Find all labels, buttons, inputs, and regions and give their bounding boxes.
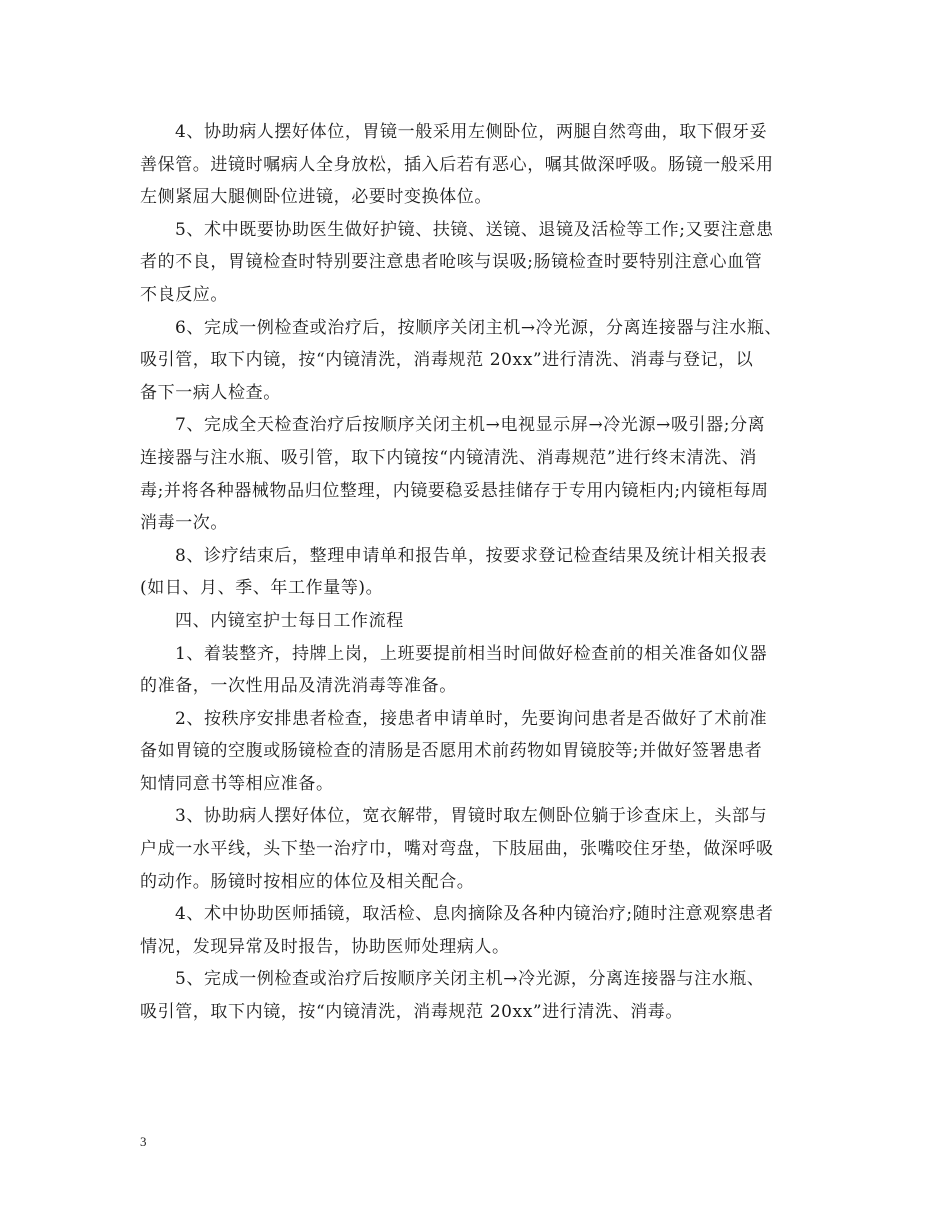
text-line: 4、术中协助医师插镜，取活检、息肉摘除及各种内镜治疗;随时注意观察患者: [175, 904, 774, 925]
paragraph: [140, 214, 812, 312]
text-line: 善保管。进镜时嘱病人全身放松，插入后若有恶心，嘱其做深呼吸。肠镜一般采用: [140, 154, 774, 175]
paragraph: [140, 409, 812, 539]
text-line: 4、协助病人摆好体位，胃镜一般采用左侧卧位，两腿自然弯曲，取下假牙妥: [175, 122, 768, 142]
text-line: 6、完成一例检查或治疗后，按顺序关闭主机→冷光源，分离连接器与注水瓶、: [175, 317, 783, 338]
page-number: 3: [140, 1134, 147, 1149]
text-line: 户成一水平线，头下垫一治疗巾，嘴对弯盘，下肢屈曲，张嘴咬住牙垫，做深呼吸: [140, 839, 774, 860]
text-line: 四、内镜室护士每日工作流程: [175, 610, 404, 631]
text-line: 1、着装整齐，持牌上岗，上班要提前相当时间做好检查前的相关准备如仪器: [175, 643, 768, 664]
text-line: 连接器与注水瓶、吸引管，取下内镜按“内镜清洗、消毒规范”进行终末清洗、消: [140, 447, 757, 468]
text-line: 消毒一次。: [140, 513, 228, 534]
paragraph: [140, 116, 812, 214]
text-line: 8、诊疗结束后，整理申请单和报告单，按要求登记检查结果及统计相关报表: [175, 545, 768, 566]
text-line: 者的不良，胃镜检查时特别要注意患者呛咳与误吸;肠镜检查时要特别注意心血管: [140, 252, 763, 273]
paragraph: [140, 898, 812, 963]
paragraph: [140, 312, 812, 410]
text-line: 的动作。肠镜时按相应的体位及相关配合。: [140, 871, 475, 892]
paragraph: [140, 605, 812, 638]
paragraph: [140, 703, 812, 801]
text-line: 情况，发现异常及时报告，协助医师处理病人。: [140, 936, 510, 957]
text-line: 备下一病人检查。: [140, 382, 281, 403]
text-line: 知情同意书等相应准备。: [140, 773, 334, 794]
text-line: (如日、月、季、年工作量等)。: [140, 578, 384, 599]
text-line: 5、术中既要协助医生做好护镜、扶镜、送镜、退镜及活检等工作;又要注意患: [175, 219, 774, 240]
paragraph: [140, 540, 812, 605]
text-line: 毒;并将各种器械物品归位整理，内镜要稳妥悬挂储存于专用内镜柜内;内镜柜每周: [140, 480, 769, 501]
text-line: 5、完成一例检查或治疗后按顺序关闭主机→冷光源，分离连接器与注水瓶、: [175, 969, 765, 990]
paragraph: [140, 638, 812, 703]
document-body: [140, 116, 812, 1029]
text-line: 左侧紧屈大腿侧卧位进镜，必要时变换体位。: [140, 187, 492, 208]
paragraph: [140, 800, 812, 898]
text-line: 不良反应。: [140, 284, 228, 305]
text-line: 7、完成全天检查治疗后按顺序关闭主机→电视显示屏→冷光源→吸引器;分离: [175, 415, 766, 436]
text-line: 备如胃镜的空腹或肠镜检查的清肠是否愿用术前药物如胃镜胶等;并做好签署患者: [140, 741, 763, 762]
text-line: 吸引管，取下内镜，按“内镜清洗，消毒规范 20xx”进行清洗、消毒。: [140, 1002, 683, 1023]
text-line: 的准备，一次性用品及清洗消毒等准备。: [140, 676, 457, 697]
text-line: 吸引管，取下内镜，按“内镜清洗，消毒规范 20xx”进行清洗、消毒与登记，以: [140, 350, 754, 371]
text-line: 2、按秩序安排患者检查，接患者申请单时，先要询问患者是否做好了术前准: [175, 708, 768, 729]
text-line: 3、协助病人摆好体位，宽衣解带，胃镜时取左侧卧位躺于诊查床上，头部与: [175, 806, 768, 827]
paragraph: [140, 963, 812, 1028]
